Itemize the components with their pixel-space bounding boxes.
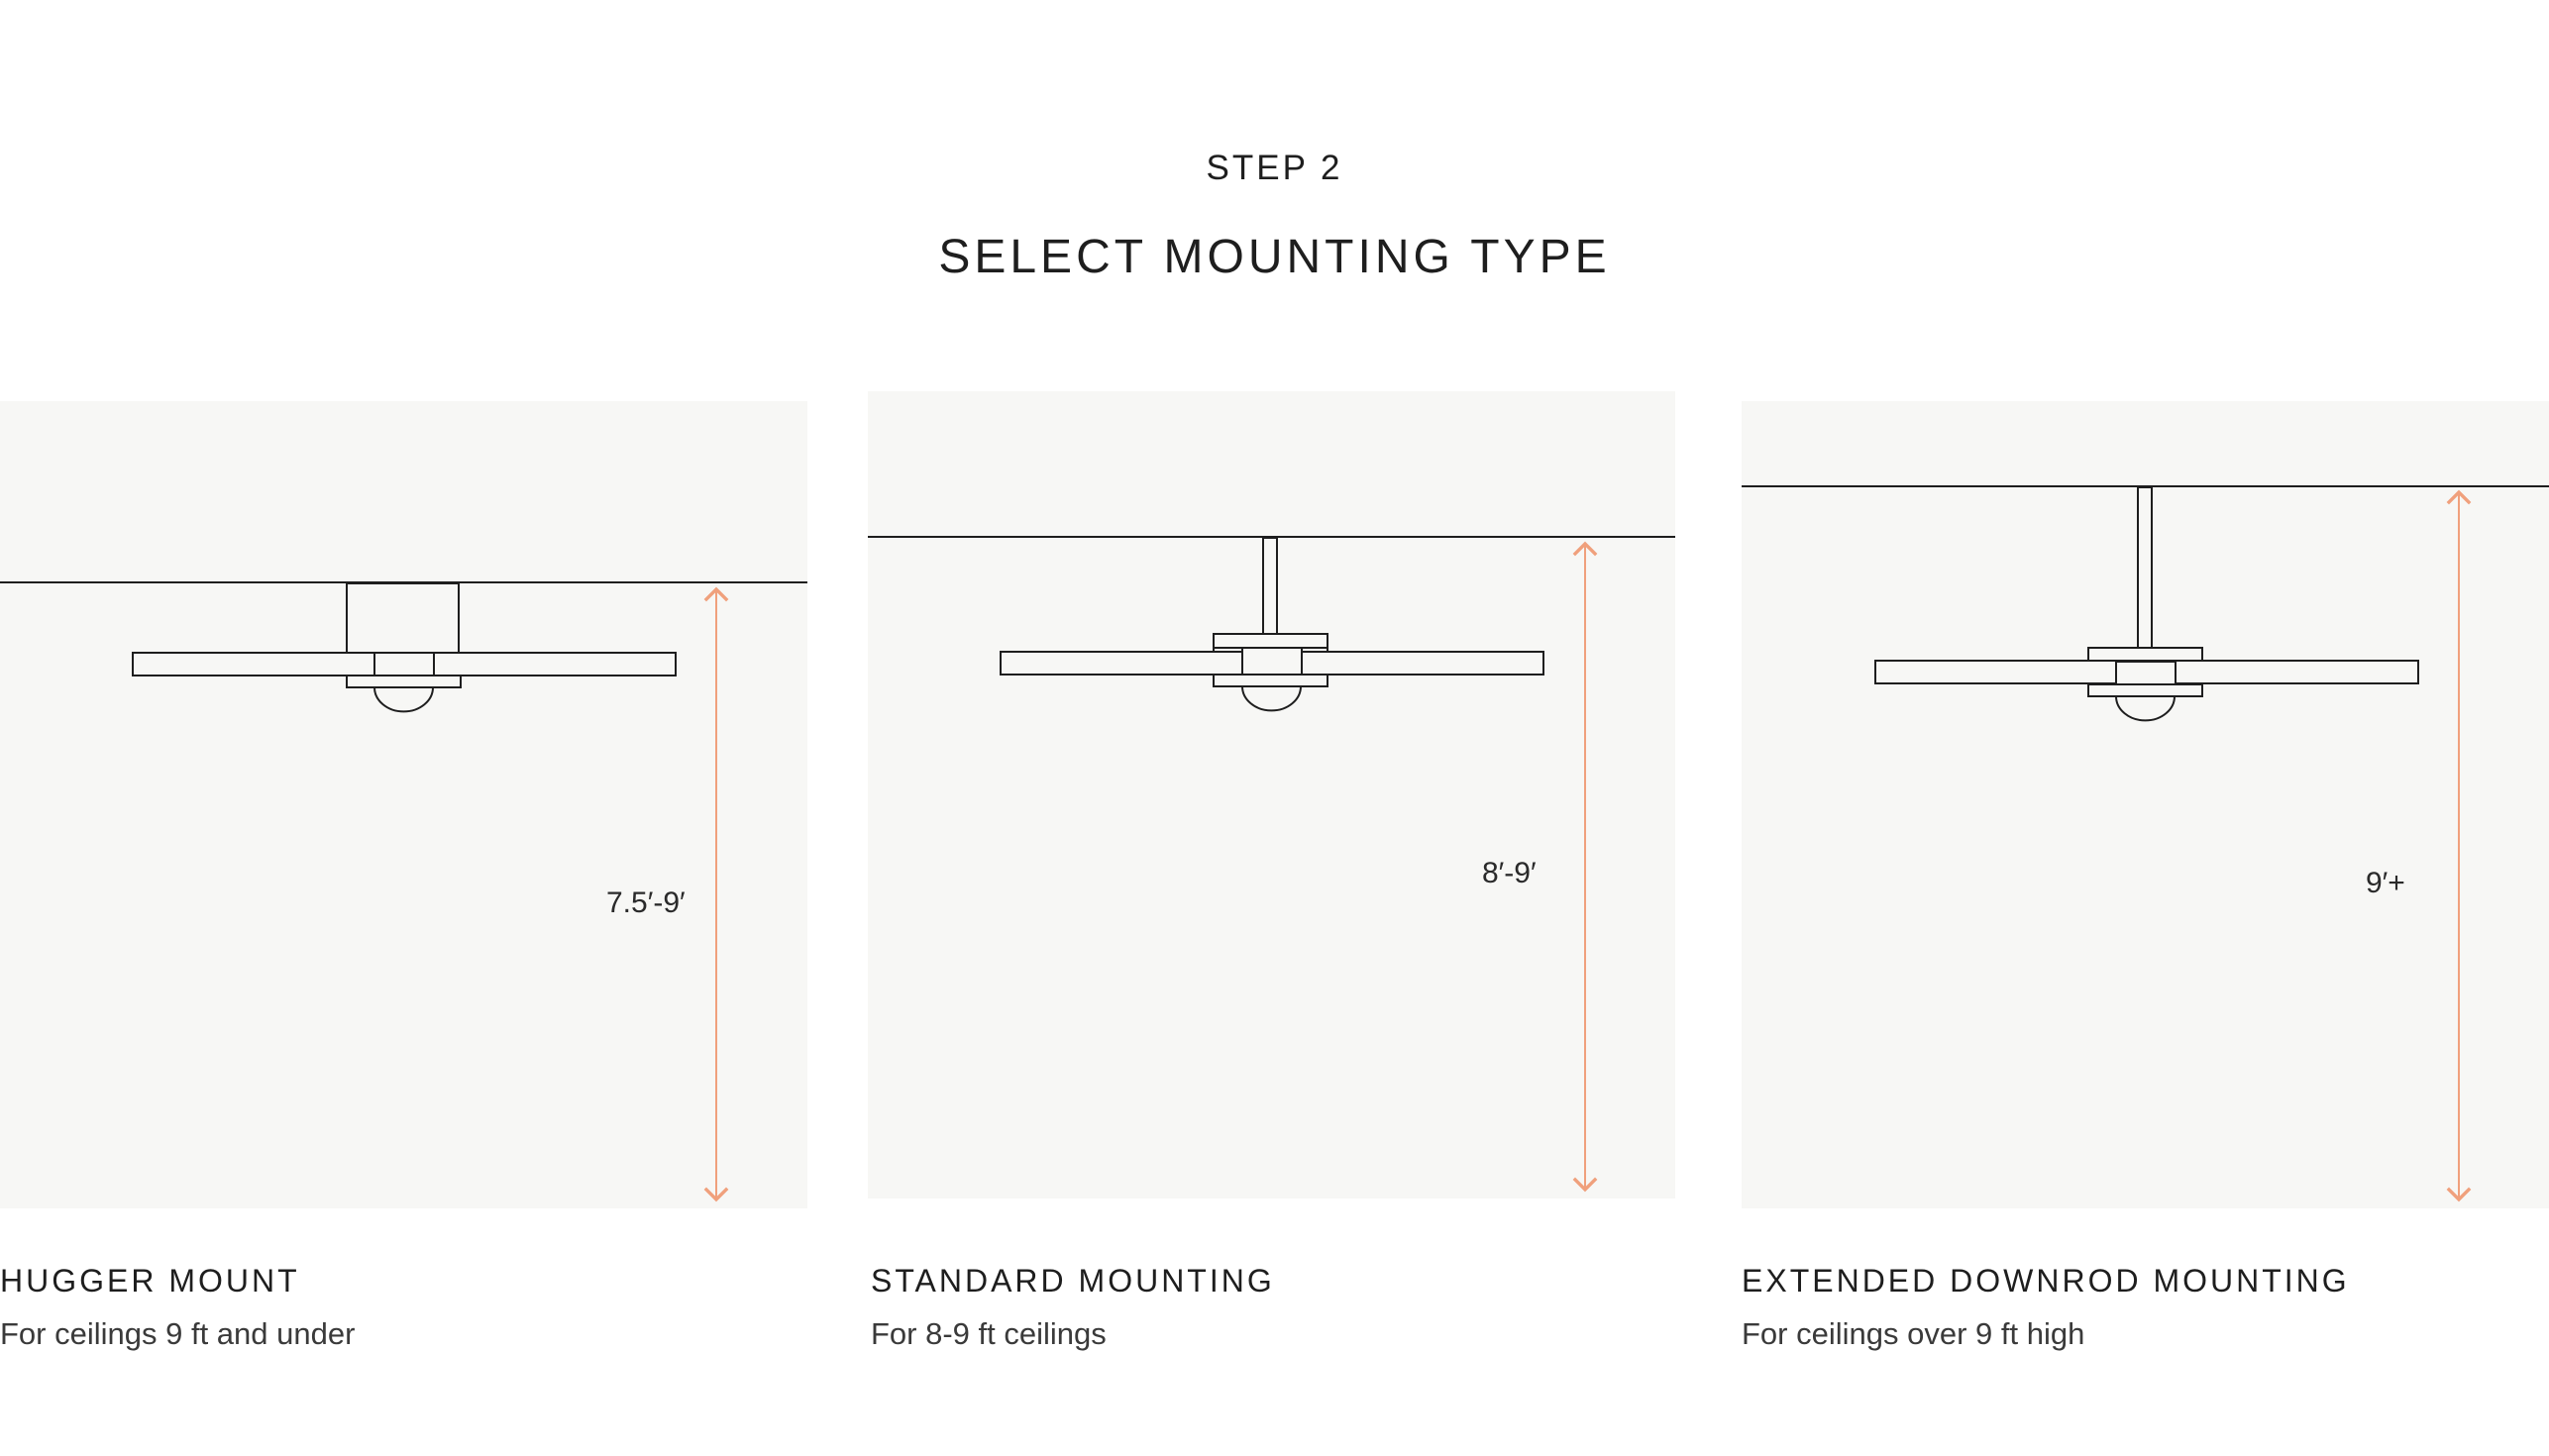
option-description: For ceilings over 9 ft high [1742, 1316, 2085, 1351]
motor-cap [1214, 634, 1328, 648]
light-bulb [374, 687, 433, 711]
height-label: 8′-9′ [1482, 857, 1537, 889]
motor-housing [347, 583, 459, 658]
option-hugger-mount[interactable] [0, 401, 807, 1372]
downrod [1263, 538, 1277, 634]
blade-hub [374, 653, 434, 676]
standard-illustration-panel [868, 391, 1675, 1198]
light-plate [1214, 675, 1328, 686]
option-extended-downrod-mounting[interactable] [1742, 401, 2549, 1372]
standard-fan-icon [868, 391, 1675, 1198]
step-label: STEP 2 [1206, 149, 1343, 187]
hugger-fan-icon [0, 401, 807, 1208]
light-plate [347, 676, 461, 687]
downrod-illustration-panel [1742, 401, 2549, 1208]
light-bulb [2116, 696, 2175, 720]
height-label: 7.5′-9′ [606, 886, 686, 919]
downrod [2138, 487, 2152, 652]
option-title: STANDARD MOUNTING [871, 1263, 1275, 1299]
option-description: For 8-9 ft ceilings [871, 1316, 1107, 1351]
height-label: 9′+ [2366, 867, 2405, 899]
motor-cap [2088, 648, 2202, 662]
blade-hub [1242, 648, 1302, 675]
light-plate [2088, 684, 2202, 696]
downrod-fan-icon [1742, 401, 2549, 1208]
option-description: For ceilings 9 ft and under [0, 1316, 356, 1351]
page-title: SELECT MOUNTING TYPE [938, 231, 1611, 283]
hugger-illustration-panel [0, 401, 807, 1208]
option-title: EXTENDED DOWNROD MOUNTING [1742, 1263, 2350, 1299]
option-title: HUGGER MOUNT [0, 1263, 300, 1299]
light-bulb [1242, 686, 1301, 710]
blade-hub [2116, 662, 2176, 684]
option-standard-mounting[interactable] [868, 391, 1675, 1372]
